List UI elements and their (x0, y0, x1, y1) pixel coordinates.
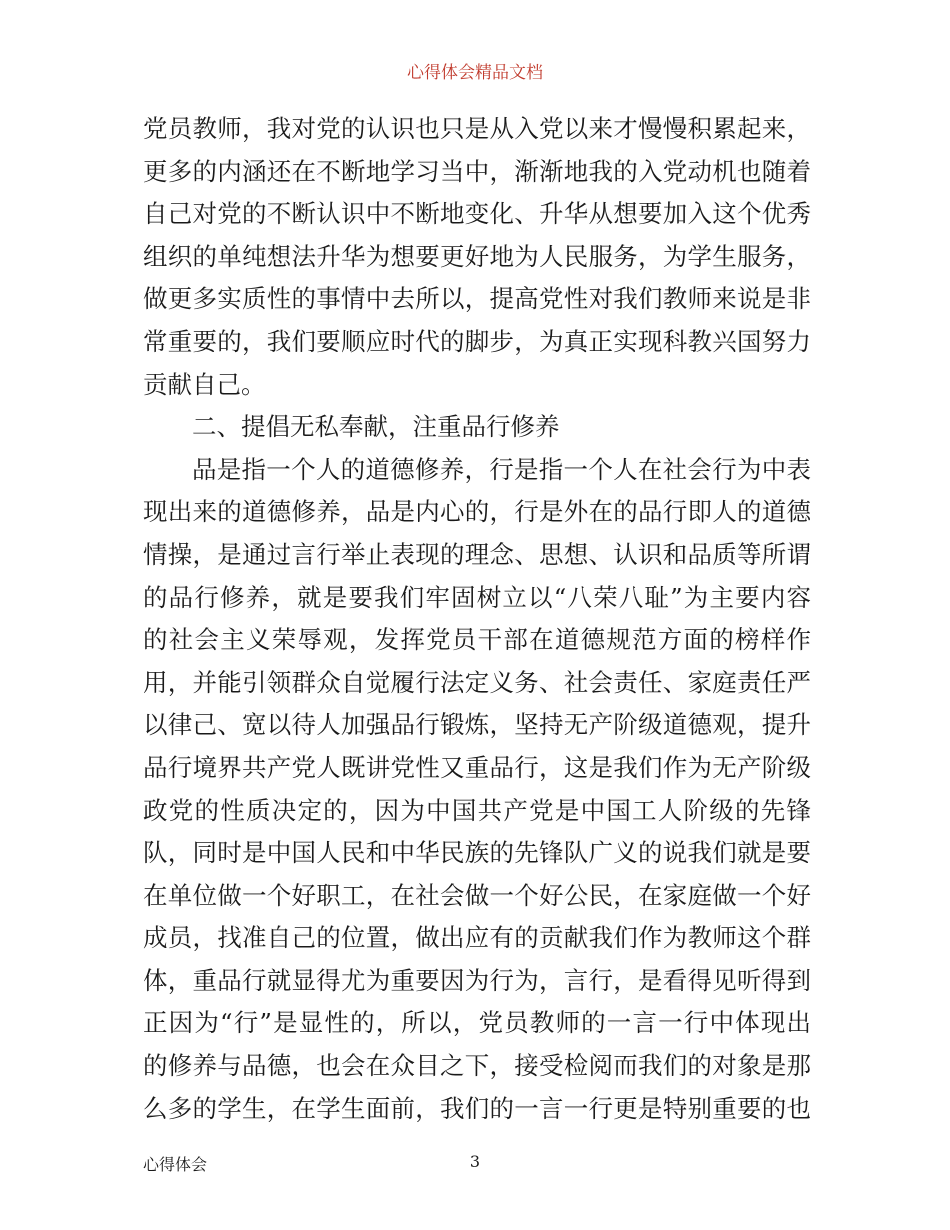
text-line: 政党的性质决定的，因为中国共产党是中国工人阶级的先锋 (143, 795, 811, 825)
text-line: 品是指一个人的道德修养，行是指一个人在社会行为中表 (192, 454, 811, 484)
page-number: 3 (469, 1152, 481, 1171)
text-line: 贡献自己。 (143, 369, 266, 399)
text-line: 的品行修养，就是要我们牢固树立以“八荣八耻”为主要内容 (143, 582, 811, 612)
text-line: 在单位做一个好职工，在社会做一个好公民，在家庭做一个好 (143, 880, 811, 910)
section-heading: 二、提倡无私奉献，注重品行修养 (192, 412, 560, 442)
footer-label: 心得体会 (143, 1155, 208, 1174)
text-line: 更多的内涵还在不断地学习当中，渐渐地我的入党动机也随着 (143, 156, 811, 186)
text-line: 队，同时是中国人民和中华民族的先锋队广义的说我们就是要 (143, 838, 811, 868)
text-line: 的修养与品德，也会在众目之下，接受检阅而我们的对象是那 (143, 1051, 811, 1081)
text-line: 体，重品行就显得尤为重要因为行为，言行，是看得见听得到 (143, 965, 811, 995)
text-line: 做更多实质性的事情中去所以，提高党性对我们教师来说是非 (143, 284, 811, 314)
text-line: 自己对党的不断认识中不断地变化、升华从想要加入这个优秀 (143, 199, 811, 229)
text-line: 正因为“行”是显性的，所以，党员教师的一言一行中体现出 (143, 1008, 811, 1038)
text-line: 党员教师，我对党的认识也只是从入党以来才慢慢积累起来， (143, 114, 811, 143)
text-line: 品行境界共产党人既讲党性又重品行，这是我们作为无产阶级 (143, 752, 811, 782)
document-body (143, 108, 811, 1130)
text-line: 常重要的，我们要顺应时代的脚步，为真正实现科教兴国努力 (143, 326, 811, 356)
text-line: 组织的单纯想法升华为想要更好地为人民服务，为学生服务， (143, 241, 811, 271)
page-header-title: 心得体会精品文档 (407, 63, 543, 83)
text-line: 成员，找准自己的位置，做出应有的贡献我们作为教师这个群 (143, 923, 811, 953)
text-line: 现出来的道德修养，品是内心的，行是外在的品行即人的道德 (143, 497, 811, 527)
text-line: 么多的学生，在学生面前，我们的一言一行更是特别重要的也 (143, 1093, 811, 1123)
text-line: 情操，是通过言行举止表现的理念、思想、认识和品质等所谓 (143, 539, 811, 569)
text-line: 的社会主义荣辱观，发挥党员干部在道德规范方面的榜样作 (143, 625, 811, 655)
text-line: 以律己、宽以待人加强品行锻炼，坚持无产阶级道德观，提升 (143, 710, 811, 740)
text-line: 用，并能引领群众自觉履行法定义务、社会责任、家庭责任严 (143, 667, 811, 697)
